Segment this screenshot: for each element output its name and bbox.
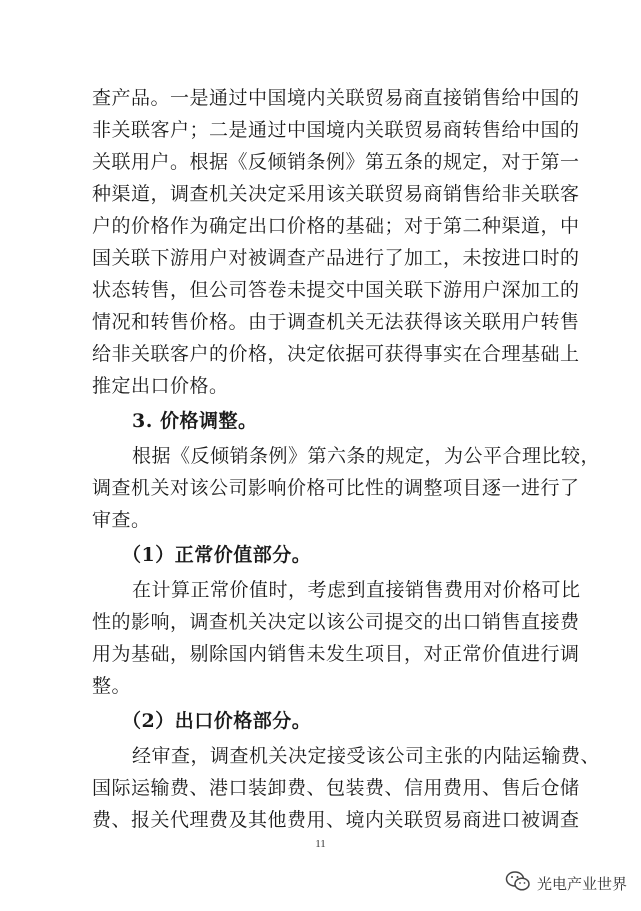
- text-line: 根据《反倾销条例》第六条的规定，为公平合理比较，: [132, 445, 601, 467]
- text-line: 用为基础，剔除国内销售未发生项目，对正常价值进行调: [92, 643, 580, 665]
- page-number: 11: [315, 838, 326, 850]
- text-line: 非关联客户；二是通过中国境内关联贸易商转售给中国的: [92, 119, 580, 141]
- text-line: 在计算正常价值时，考虑到直接销售费用对价格可比: [132, 579, 581, 601]
- text-line: 推定出口价格。: [92, 375, 229, 397]
- text-line: 经审查，调查机关决定接受该公司主张的内陆运输费、: [132, 745, 601, 767]
- section-heading: 3. 价格调整。: [132, 410, 258, 432]
- text-line: 费、报关代理费及其他费用、境内关联贸易商进口被调查: [92, 809, 580, 831]
- text-line: 关联用户。根据《反倾销条例》第五条的规定，对于第一: [92, 151, 580, 173]
- text-line: 性的影响，调查机关决定以该公司提交的出口销售直接费: [92, 611, 580, 633]
- text-line: 户的价格作为确定出口价格的基础；对于第二种渠道，中: [92, 215, 580, 237]
- watermark: [505, 870, 627, 896]
- subsection-heading: （1）正常价值部分。: [122, 544, 312, 566]
- text-line: 审查。: [92, 509, 151, 531]
- watermark-text: 光电产业世界: [536, 874, 627, 893]
- text-line: 给非关联客户的价格，决定依据可获得事实在合理基础上: [92, 343, 580, 365]
- text-line: 状态转售，但公司答卷未提交中国关联下游用户深加工的: [92, 279, 580, 301]
- text-line: 查产品。一是通过中国境内关联贸易商直接销售给中国的: [92, 87, 580, 109]
- wechat-icon: [505, 870, 531, 896]
- text-line: 整。: [92, 675, 132, 697]
- subsection-heading: （2）出口价格部分。: [122, 710, 312, 732]
- text-line: 情况和转售价格。由于调查机关无法获得该关联用户转售: [92, 311, 580, 333]
- text-line: 调查机关对该公司影响价格可比性的调整项目逐一进行了: [92, 477, 580, 499]
- text-line: 种渠道，调查机关决定采用该关联贸易商销售给非关联客: [92, 183, 580, 205]
- text-line: 国际运输费、港口装卸费、包装费、信用费用、售后仓储: [92, 777, 580, 799]
- text-line: 国关联下游用户对被调查产品进行了加工，未按进口时的: [92, 247, 580, 269]
